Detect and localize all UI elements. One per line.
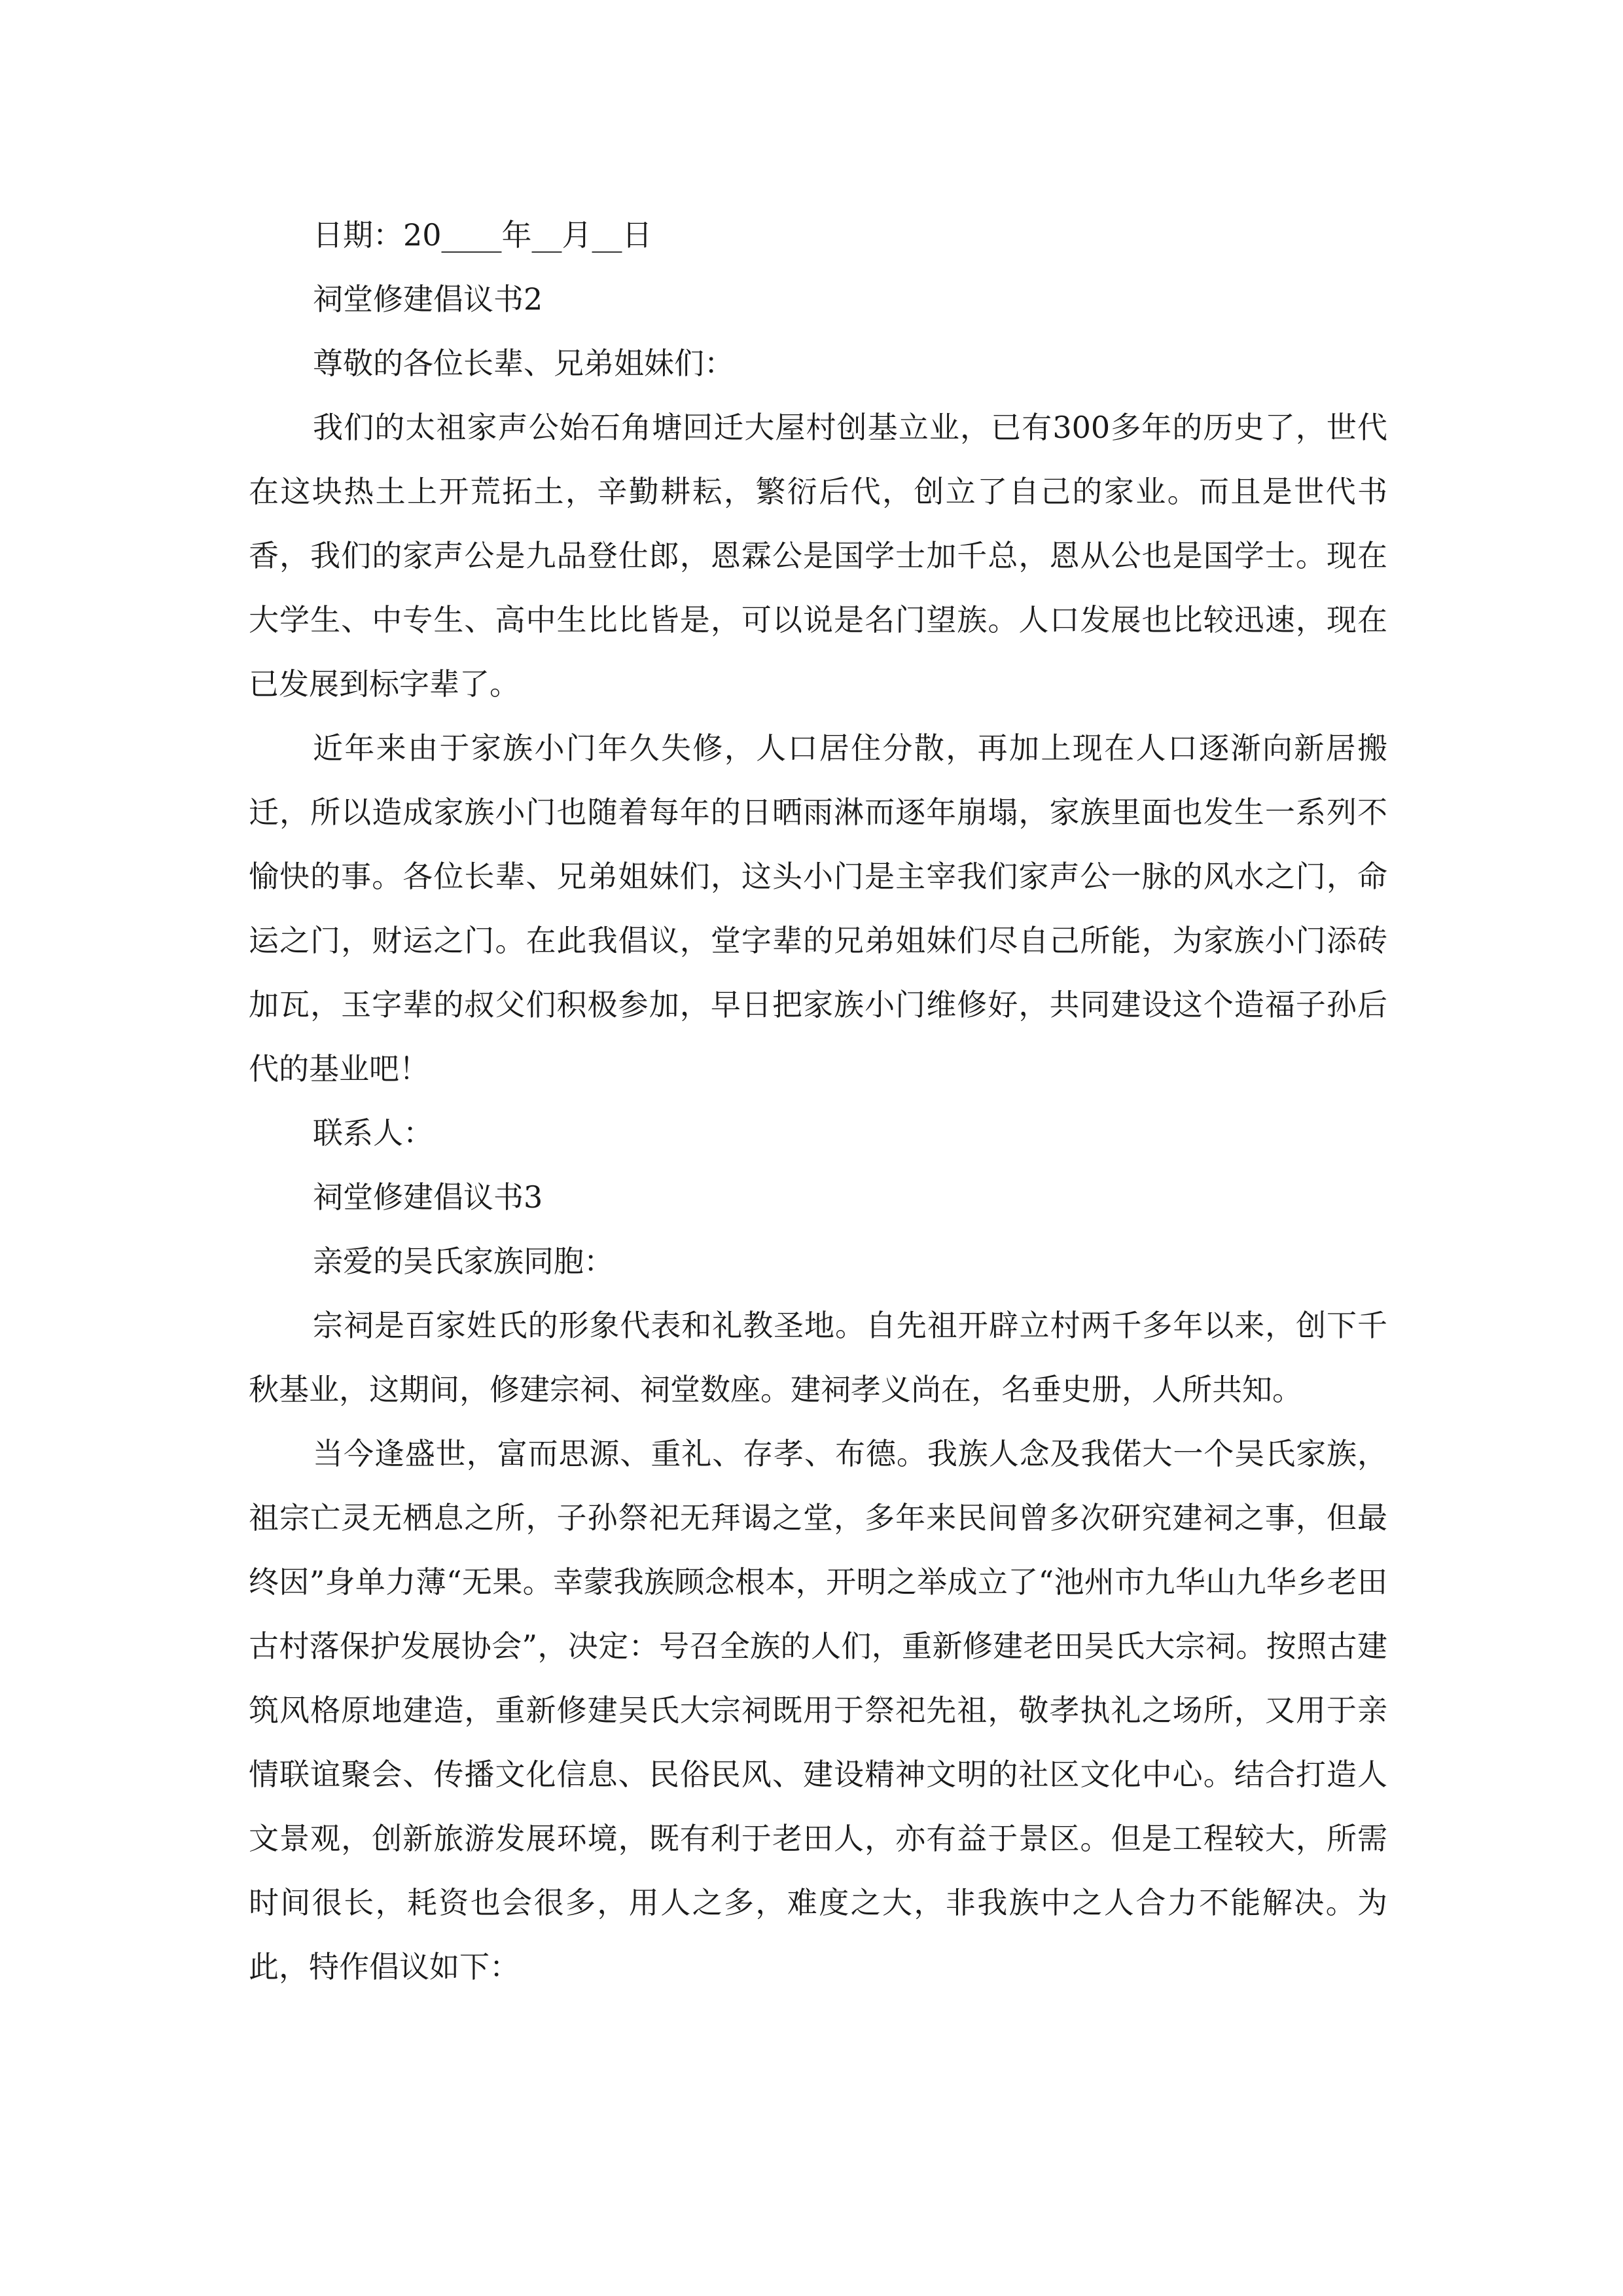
- document-page: [249, 203, 1387, 1999]
- section2-paragraph: 我们的太祖家声公始石角塘回迁大屋村创基立业，已有300多年的历史了，世代在这块热土上开荒拓土，辛勤耕耘，繁衍后代，创立了自己的家业。而且是世代书香，我们的家声公是九品登仕郎，恩霖公是国学士加千总，恩从公也是国学士。现在大学生、中专生、高中生比比皆是，可以说是名门望族。人口发展也比较迅速，现在已发展到标字辈了。: [249, 410, 1387, 702]
- date-line: 日期：20____年__月__日: [313, 217, 652, 253]
- section2-title: 祠堂修建倡议书2: [313, 281, 543, 317]
- section3-title: 祠堂修建倡议书3: [313, 1179, 543, 1215]
- section3-paragraph: 宗祠是百家姓氏的形象代表和礼教圣地。自先祖开辟立村两千多年以来，创下千秋基业，这期间，修建宗祠、祠堂数座。建祠孝义尚在，名垂史册，人所共知。: [249, 1308, 1387, 1407]
- section3-salutation: 亲爱的吴氏家族同胞：: [313, 1244, 614, 1279]
- section3-paragraph: 当今逢盛世，富而思源、重礼、存孝、布德。我族人念及我偌大一个吴氏家族，祖宗亡灵无栖息之所，子孙祭祀无拜谒之堂，多年来民间曾多次研究建祠之事，但最终因”身单力薄“无果。幸蒙我族顾念根本，开明之举成立了“池州市九华山九华乡老田古村落保护发展协会”，决定：号召全族的人们，重新修建老田吴氏大宗祠。按照古建筑风格原地建造，重新修建吴氏大宗祠既用于祭祀先祖，敬孝执礼之场所，又用于亲情联谊聚会、传播文化信息、民俗民风、建设精神文明的社区文化中心。结合打造人文景观，创新旅游发展环境，既有利于老田人，亦有益于景区。但是工程较大，所需时间很长，耗资也会很多，用人之多，难度之大，非我族中之人合力不能解决。为此，特作倡议如下：: [249, 1436, 1387, 1984]
- section2-paragraph: 近年来由于家族小门年久失修，人口居住分散，再加上现在人口逐渐向新居搬迁，所以造成家族小门也随着每年的日晒雨淋而逐年崩塌，家族里面也发生一系列不愉快的事。各位长辈、兄弟姐妹们，这头小门是主宰我们家声公一脉的风水之门，命运之门，财运之门。在此我倡议，堂字辈的兄弟姐妹们尽自己所能，为家族小门添砖加瓦，玉字辈的叔父们积极参加，早日把家族小门维修好，共同建设这个造福子孙后代的基业吧！: [249, 730, 1387, 1086]
- section2-contact: 联系人：: [313, 1115, 433, 1151]
- section2-salutation: 尊敬的各位长辈、兄弟姐妹们：: [313, 346, 734, 381]
